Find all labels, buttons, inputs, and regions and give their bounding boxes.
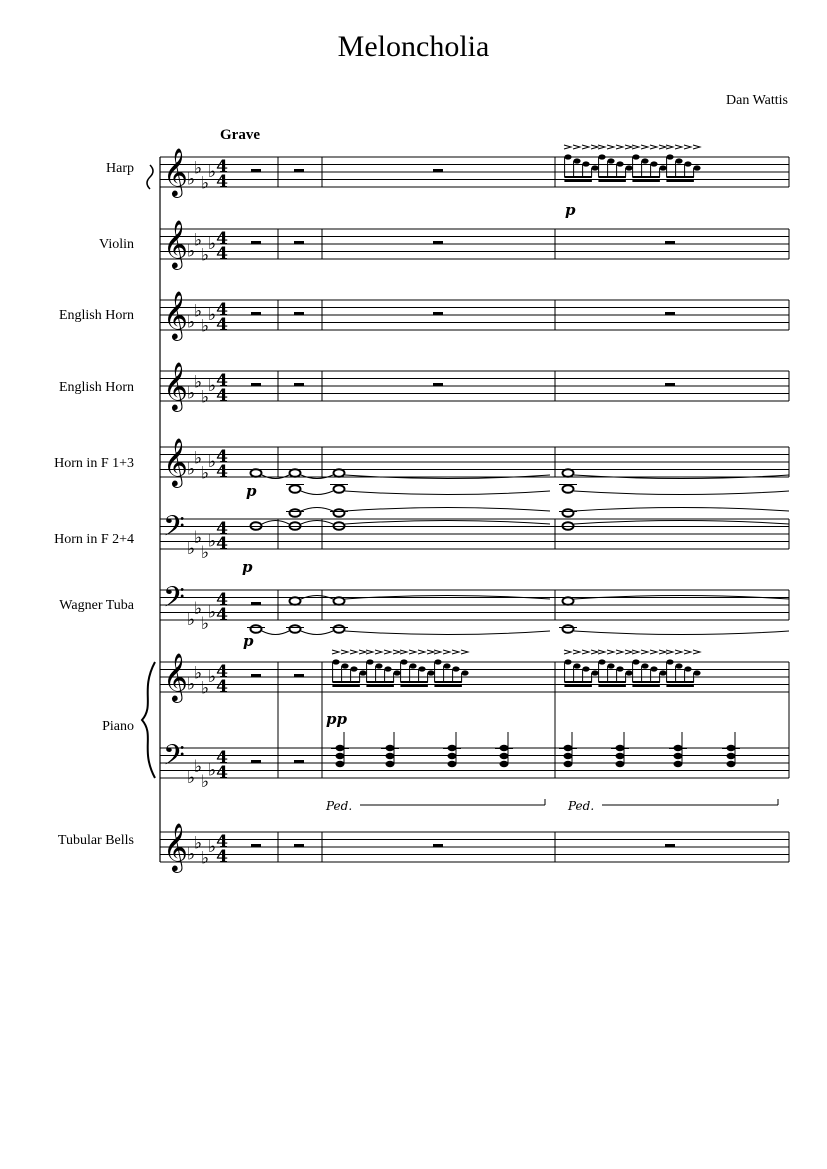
whole-rest bbox=[251, 602, 261, 605]
chord-note bbox=[727, 761, 736, 767]
flat-icon: ♭ bbox=[187, 674, 196, 695]
flat-icon: ♭ bbox=[208, 667, 217, 687]
sixteenth-note bbox=[650, 161, 657, 166]
flat-icon: ♭ bbox=[208, 837, 217, 857]
time-sig-numerator: 4 bbox=[216, 371, 228, 391]
flat-icon: ♭ bbox=[201, 613, 210, 634]
pedal-mark-1: Ped. bbox=[326, 799, 353, 813]
time-sig-numerator: 4 bbox=[216, 662, 228, 682]
treble-clef-icon: 𝄞 bbox=[163, 437, 188, 486]
beam bbox=[666, 180, 694, 182]
composer-name: Dan Wattis bbox=[726, 93, 788, 108]
beam bbox=[666, 685, 694, 687]
whole-rest bbox=[251, 844, 261, 847]
beam bbox=[598, 176, 626, 178]
bass-clef-icon: 𝄢 bbox=[163, 581, 185, 621]
time-sig-denominator: 4 bbox=[216, 462, 228, 482]
tie bbox=[574, 631, 789, 635]
accent-mark bbox=[573, 145, 580, 149]
whole-rest bbox=[251, 312, 261, 315]
flat-icon: ♭ bbox=[187, 312, 196, 333]
instrument-label-wagner-tuba: Wagner Tuba bbox=[59, 598, 134, 613]
accent-mark bbox=[591, 650, 598, 654]
accent-mark bbox=[409, 650, 416, 654]
time-sig-denominator: 4 bbox=[216, 534, 228, 554]
flat-icon: ♭ bbox=[208, 602, 217, 623]
beam bbox=[400, 685, 428, 687]
time-sig-numerator: 4 bbox=[216, 229, 228, 249]
flat-icon: ♭ bbox=[201, 463, 210, 484]
accent-mark bbox=[607, 650, 614, 654]
sixteenth-note bbox=[659, 165, 666, 170]
whole-rest bbox=[665, 241, 675, 244]
flat-icon: ♭ bbox=[187, 383, 196, 404]
whole-rest bbox=[433, 241, 443, 244]
flat-icon: ♭ bbox=[208, 452, 217, 472]
tie bbox=[301, 491, 333, 495]
whole-rest bbox=[251, 169, 261, 172]
sixteenth-note bbox=[675, 158, 682, 163]
whole-note bbox=[334, 485, 345, 493]
sixteenth-note bbox=[625, 165, 632, 170]
accent-mark bbox=[641, 650, 648, 654]
flat-icon: ♭ bbox=[187, 844, 196, 865]
dynamic-horn24-p: p bbox=[242, 558, 253, 576]
sixteenth-note bbox=[666, 659, 673, 664]
beam bbox=[434, 685, 462, 687]
time-sig-denominator: 4 bbox=[216, 605, 228, 625]
flat-icon: ♭ bbox=[187, 241, 196, 262]
treble-clef-icon: 𝄞 bbox=[163, 361, 188, 410]
chord-note bbox=[616, 753, 625, 759]
instrument-label-harp: Harp bbox=[106, 161, 134, 176]
tie bbox=[301, 508, 333, 512]
beam bbox=[632, 685, 660, 687]
chord-note bbox=[674, 753, 683, 759]
sixteenth-note bbox=[393, 670, 400, 675]
tie bbox=[574, 491, 789, 495]
score-title: Meloncholia bbox=[337, 30, 490, 63]
sixteenth-note bbox=[616, 161, 623, 166]
tie bbox=[345, 521, 550, 525]
whole-note bbox=[290, 597, 301, 605]
sixteenth-note bbox=[375, 663, 382, 668]
whole-rest bbox=[251, 241, 261, 244]
flat-icon: ♭ bbox=[187, 768, 196, 788]
flat-icon: ♭ bbox=[201, 245, 210, 266]
sixteenth-note bbox=[366, 659, 373, 664]
flat-icon: ♭ bbox=[194, 663, 203, 684]
sixteenth-note bbox=[693, 670, 700, 675]
sixteenth-note bbox=[418, 666, 425, 671]
accent-mark bbox=[616, 145, 623, 149]
chord-note bbox=[336, 761, 345, 767]
whole-rest bbox=[294, 844, 304, 847]
time-sig-numerator: 4 bbox=[216, 300, 228, 320]
chord-note bbox=[386, 753, 395, 759]
time-sig-denominator: 4 bbox=[216, 677, 228, 697]
flat-icon: ♭ bbox=[208, 162, 217, 182]
accent-mark bbox=[684, 650, 691, 654]
time-sig-denominator: 4 bbox=[216, 763, 228, 783]
dynamic-tuba-p: p bbox=[243, 632, 254, 650]
time-signatures bbox=[216, 157, 228, 867]
flat-icon: ♭ bbox=[187, 169, 196, 190]
whole-rest bbox=[251, 760, 261, 763]
tie bbox=[345, 508, 550, 512]
accent-mark bbox=[675, 650, 682, 654]
dynamics bbox=[242, 201, 576, 728]
accent-mark bbox=[461, 650, 468, 654]
sixteenth-note bbox=[350, 666, 357, 671]
whole-note bbox=[334, 469, 345, 477]
sixteenth-note bbox=[632, 659, 639, 664]
sixteenth-note bbox=[434, 659, 441, 664]
accent-mark bbox=[350, 650, 357, 654]
beam bbox=[366, 681, 394, 683]
tie bbox=[301, 631, 333, 635]
sixteenth-note bbox=[632, 154, 639, 159]
whole-rest bbox=[294, 383, 304, 386]
flat-icon: ♭ bbox=[201, 848, 210, 869]
sixteenth-note bbox=[564, 659, 571, 664]
tie bbox=[262, 521, 289, 525]
flat-icon: ♭ bbox=[208, 305, 217, 325]
flat-icon: ♭ bbox=[201, 173, 210, 194]
flat-icon: ♭ bbox=[187, 539, 196, 559]
accent-mark bbox=[650, 650, 657, 654]
tie bbox=[574, 508, 789, 512]
beam bbox=[632, 176, 660, 178]
beam bbox=[400, 681, 428, 683]
time-sig-numerator: 4 bbox=[216, 519, 228, 539]
treble-clef-icon: 𝄞 bbox=[163, 219, 188, 268]
whole-note bbox=[563, 469, 574, 477]
sixteenth-note bbox=[650, 666, 657, 671]
flat-icon: ♭ bbox=[208, 760, 217, 781]
time-sig-numerator: 4 bbox=[216, 590, 228, 610]
whole-rest bbox=[251, 674, 261, 677]
beam bbox=[564, 180, 592, 182]
tie bbox=[574, 521, 789, 525]
accent-mark bbox=[693, 650, 700, 654]
beam bbox=[632, 180, 660, 182]
accent-mark bbox=[564, 145, 571, 149]
sixteenth-note bbox=[625, 670, 632, 675]
whole-note bbox=[334, 509, 345, 517]
flat-icon: ♭ bbox=[201, 678, 210, 699]
sixteenth-note bbox=[573, 158, 580, 163]
sixteenth-note bbox=[659, 670, 666, 675]
accent-mark bbox=[427, 650, 434, 654]
beam bbox=[598, 681, 626, 683]
whole-rest bbox=[665, 383, 675, 386]
beam bbox=[564, 681, 592, 683]
flat-icon: ♭ bbox=[208, 376, 217, 396]
treble-clef-icon: 𝄞 bbox=[163, 147, 188, 196]
flat-icon: ♭ bbox=[187, 610, 196, 630]
time-sig-numerator: 4 bbox=[216, 832, 228, 852]
time-sig-denominator: 4 bbox=[216, 315, 228, 335]
whole-rest bbox=[294, 312, 304, 315]
beam bbox=[366, 685, 394, 687]
beam bbox=[598, 685, 626, 687]
accent-mark bbox=[659, 145, 666, 149]
whole-rest bbox=[433, 169, 443, 172]
accent-mark bbox=[582, 145, 589, 149]
sixteenth-note bbox=[666, 154, 673, 159]
accent-mark bbox=[616, 650, 623, 654]
chord-note bbox=[448, 761, 457, 767]
flat-icon: ♭ bbox=[194, 448, 203, 469]
tie bbox=[301, 521, 333, 525]
sixteenth-note bbox=[359, 670, 366, 675]
sixteenth-note bbox=[409, 663, 416, 668]
flat-icon: ♭ bbox=[208, 234, 217, 254]
sixteenth-note bbox=[573, 663, 580, 668]
whole-rest bbox=[433, 844, 443, 847]
instrument-label-english-horn-1: English Horn bbox=[58, 308, 134, 323]
beam bbox=[564, 685, 592, 687]
whole-rest bbox=[294, 241, 304, 244]
sixteenth-note bbox=[693, 165, 700, 170]
time-sig-denominator: 4 bbox=[216, 386, 228, 406]
flat-icon: ♭ bbox=[194, 230, 203, 251]
sixteenth-note bbox=[341, 663, 348, 668]
accent-mark bbox=[393, 650, 400, 654]
instrument-label-piano: Piano bbox=[102, 719, 134, 734]
instrument-label-english-horn-2: English Horn bbox=[58, 380, 134, 395]
sixteenth-note bbox=[684, 161, 691, 166]
whole-note bbox=[563, 485, 574, 493]
treble-clef-icon: 𝄞 bbox=[163, 822, 188, 871]
whole-note bbox=[563, 509, 574, 517]
beam bbox=[434, 681, 462, 683]
accent-mark bbox=[384, 650, 391, 654]
accent-mark bbox=[625, 650, 632, 654]
whole-note bbox=[563, 625, 574, 633]
time-sig-denominator: 4 bbox=[216, 847, 228, 867]
accent-mark bbox=[418, 650, 425, 654]
time-sig-denominator: 4 bbox=[216, 172, 228, 192]
sixteenth-note bbox=[582, 666, 589, 671]
accent-mark bbox=[684, 145, 691, 149]
sixteenth-note bbox=[675, 663, 682, 668]
flat-icon: ♭ bbox=[194, 158, 203, 179]
accent-mark bbox=[675, 145, 682, 149]
flat-icon: ♭ bbox=[201, 542, 210, 563]
whole-note bbox=[563, 597, 574, 605]
time-sig-denominator: 4 bbox=[216, 244, 228, 264]
accent-mark bbox=[693, 145, 700, 149]
tie bbox=[345, 631, 550, 635]
whole-note bbox=[290, 509, 301, 517]
accent-mark bbox=[607, 145, 614, 149]
flat-icon: ♭ bbox=[194, 301, 203, 322]
accent-mark bbox=[443, 650, 450, 654]
whole-note bbox=[290, 485, 301, 493]
whole-rest bbox=[433, 383, 443, 386]
accent-mark bbox=[659, 650, 666, 654]
sixteenth-note bbox=[452, 666, 459, 671]
beam bbox=[632, 681, 660, 683]
barlines bbox=[160, 157, 789, 862]
chord-note bbox=[500, 753, 509, 759]
beam bbox=[332, 681, 360, 683]
beam bbox=[564, 176, 592, 178]
accent-mark bbox=[341, 650, 348, 654]
whole-note bbox=[334, 625, 345, 633]
whole-rest bbox=[294, 760, 304, 763]
flat-icon: ♭ bbox=[194, 527, 203, 548]
dynamic-harp-p: p bbox=[565, 201, 576, 219]
beam bbox=[666, 176, 694, 178]
whole-rest bbox=[433, 312, 443, 315]
sixteenth-note bbox=[384, 666, 391, 671]
tie bbox=[262, 631, 289, 635]
accent-mark bbox=[573, 650, 580, 654]
instrument-label-violin: Violin bbox=[99, 237, 134, 252]
beam bbox=[666, 681, 694, 683]
chord-note bbox=[386, 761, 395, 767]
whole-rest bbox=[665, 844, 675, 847]
tie bbox=[345, 491, 550, 495]
accent-mark bbox=[582, 650, 589, 654]
flat-icon: ♭ bbox=[201, 387, 210, 408]
pedal-mark-2: Ped. bbox=[568, 799, 595, 813]
chord-note bbox=[674, 761, 683, 767]
whole-note bbox=[290, 469, 301, 477]
instrument-label-horn-f-2-4: Horn in F 2+4 bbox=[54, 532, 134, 547]
whole-rest bbox=[294, 169, 304, 172]
chord-note bbox=[448, 753, 457, 759]
sixteenth-note bbox=[591, 670, 598, 675]
sixteenth-note bbox=[443, 663, 450, 668]
accent-mark bbox=[564, 650, 571, 654]
sixteenth-note bbox=[461, 670, 468, 675]
staff-lines bbox=[160, 157, 789, 862]
flat-icon: ♭ bbox=[194, 372, 203, 393]
accent-mark bbox=[332, 650, 339, 654]
flat-icon: ♭ bbox=[208, 531, 217, 552]
treble-clef-icon: 𝄞 bbox=[163, 290, 188, 339]
chord-note bbox=[616, 761, 625, 767]
time-sig-numerator: 4 bbox=[216, 748, 228, 768]
accent-mark bbox=[625, 145, 632, 149]
notes-and-rests bbox=[247, 145, 789, 847]
time-sig-numerator: 4 bbox=[216, 447, 228, 467]
dynamic-horn13-p: p bbox=[246, 482, 257, 500]
sixteenth-note bbox=[607, 158, 614, 163]
treble-clef-icon: 𝄞 bbox=[163, 652, 188, 701]
sixteenth-note bbox=[427, 670, 434, 675]
whole-rest bbox=[294, 674, 304, 677]
key-signatures bbox=[187, 158, 216, 868]
whole-rest bbox=[665, 312, 675, 315]
flat-icon: ♭ bbox=[201, 771, 210, 792]
time-sig-numerator: 4 bbox=[216, 157, 228, 177]
chord-note bbox=[336, 753, 345, 759]
piano-brace bbox=[142, 662, 155, 778]
chord-note bbox=[500, 761, 509, 767]
sixteenth-note bbox=[598, 659, 605, 664]
beam bbox=[332, 685, 360, 687]
whole-note bbox=[251, 469, 262, 477]
accent-mark bbox=[591, 145, 598, 149]
sixteenth-note bbox=[598, 154, 605, 159]
accent-mark bbox=[452, 650, 459, 654]
flat-icon: ♭ bbox=[194, 833, 203, 854]
accent-mark bbox=[375, 650, 382, 654]
beam bbox=[598, 180, 626, 182]
sixteenth-note bbox=[564, 154, 571, 159]
clefs bbox=[142, 147, 188, 873]
flat-icon: ♭ bbox=[194, 756, 203, 777]
sixteenth-note bbox=[332, 659, 339, 664]
sixteenth-note bbox=[607, 663, 614, 668]
flat-icon: ♭ bbox=[201, 316, 210, 337]
instrument-label-tubular-bells: Tubular Bells bbox=[57, 833, 134, 848]
harp-bracket bbox=[147, 165, 153, 189]
accent-mark bbox=[359, 650, 366, 654]
accent-mark bbox=[650, 145, 657, 149]
sixteenth-note bbox=[684, 666, 691, 671]
whole-rest bbox=[251, 383, 261, 386]
accent-mark bbox=[641, 145, 648, 149]
sixteenth-note bbox=[400, 659, 407, 664]
flat-icon: ♭ bbox=[194, 598, 203, 619]
pedal-markings bbox=[325, 799, 778, 813]
sixteenth-note bbox=[582, 161, 589, 166]
sixteenth-note bbox=[641, 663, 648, 668]
instrument-label-horn-f-1-3: Horn in F 1+3 bbox=[54, 456, 134, 471]
whole-note bbox=[334, 597, 345, 605]
bass-clef-icon: 𝄢 bbox=[163, 510, 185, 550]
sixteenth-note bbox=[641, 158, 648, 163]
tempo-marking: Grave bbox=[220, 127, 260, 143]
dynamic-piano-pp: pp bbox=[326, 710, 347, 728]
sixteenth-note bbox=[616, 666, 623, 671]
bass-clef-icon: 𝄢 bbox=[163, 739, 185, 779]
chord-note bbox=[727, 753, 736, 759]
sixteenth-note bbox=[591, 165, 598, 170]
whole-note bbox=[290, 625, 301, 633]
flat-icon: ♭ bbox=[187, 459, 196, 480]
chord-note bbox=[564, 753, 573, 759]
chord-note bbox=[564, 761, 573, 767]
